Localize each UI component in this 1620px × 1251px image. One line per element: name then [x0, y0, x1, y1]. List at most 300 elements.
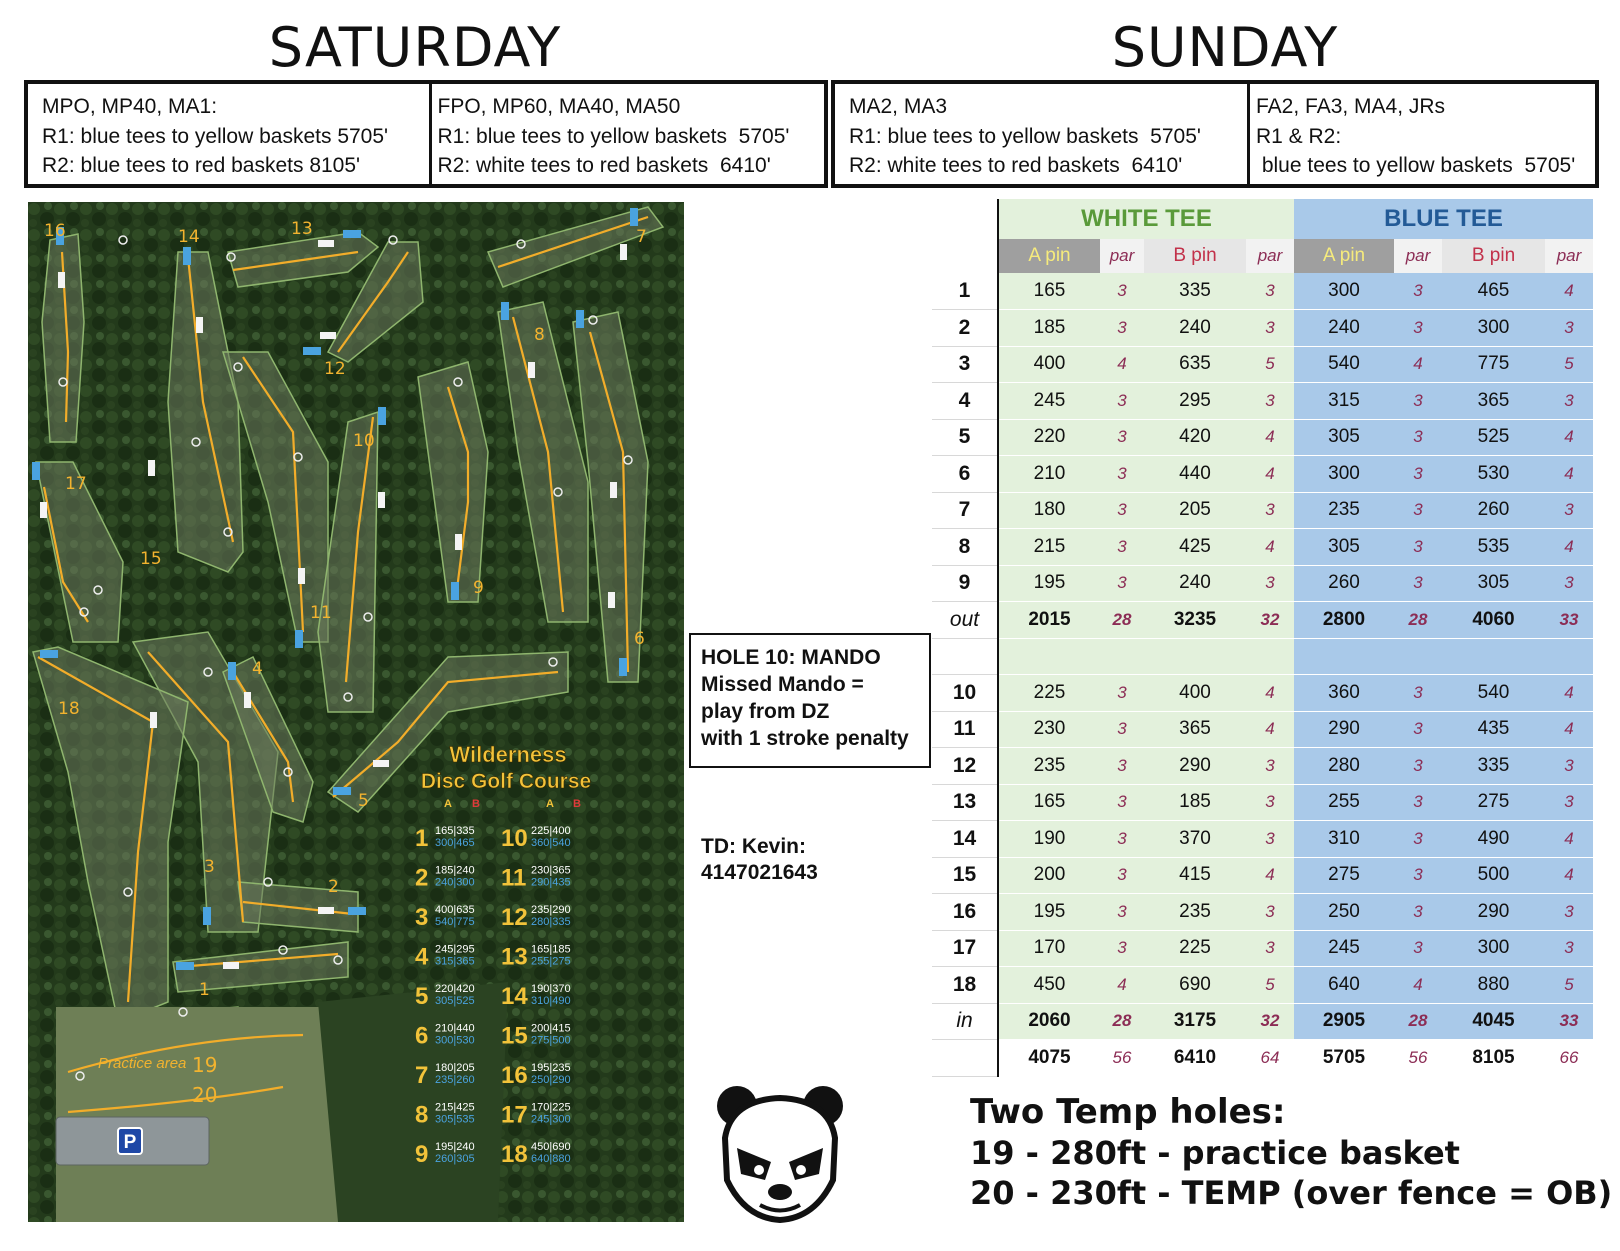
distance-cell: 3235 [1144, 602, 1246, 639]
distance-cell: 225 [1144, 930, 1246, 967]
map-hole-number: 17 [65, 474, 87, 494]
legend-blue-distance: 250|290 [531, 1074, 571, 1086]
legend-blue-distance: 290|435 [531, 876, 571, 889]
legend-hole-number: 5 [415, 983, 429, 1010]
legend-hole-number: 7 [415, 1062, 429, 1089]
legend-hole-number: 12 [501, 904, 528, 931]
pin-column-header: A pin [998, 239, 1100, 273]
par-cell: 3 [1545, 930, 1593, 967]
course-map [28, 202, 684, 1222]
distance-cell: 240 [1294, 310, 1394, 347]
legend-hole-number: 14 [501, 983, 528, 1010]
par-cell: 3 [1100, 383, 1144, 420]
distance-cell: 165 [998, 273, 1100, 310]
mando-line: Missed Mando = [701, 673, 864, 696]
distance-cell: 2800 [1294, 602, 1394, 639]
distance-cell: 540 [1442, 675, 1545, 712]
par-cell: 3 [1545, 383, 1593, 420]
par-cell: 3 [1100, 894, 1144, 931]
mando-notice [689, 633, 931, 768]
par-cell: 4 [1394, 967, 1442, 1004]
legend-hole-number: 10 [501, 825, 528, 852]
par-cell: 3 [1394, 310, 1442, 347]
par-column-header: par [1545, 239, 1593, 273]
legend-hole-number: 3 [415, 904, 429, 931]
mando-line: with 1 stroke penalty [701, 727, 909, 750]
distance-cell: 250 [1294, 894, 1394, 931]
legend-white-distance: 220|420 [435, 983, 475, 995]
distance-cell: 245 [1294, 930, 1394, 967]
legend-blue-distance: 540|775 [435, 916, 475, 928]
legend-blue-distance: 240|300 [435, 876, 475, 889]
hole-number: 4 [932, 383, 998, 420]
spacer-cell [1442, 638, 1545, 675]
legend-blue-distance: 300|465 [435, 837, 475, 849]
distance-cell: 205 [1144, 492, 1246, 529]
distance-cell: 195 [998, 565, 1100, 602]
hole-number: 18 [932, 967, 998, 1004]
par-cell: 3 [1100, 492, 1144, 529]
par-cell: 4 [1545, 419, 1593, 456]
par-cell: 5 [1545, 967, 1593, 1004]
distance-cell: 3175 [1144, 1003, 1246, 1040]
legend-white-distance: 185|240 [435, 864, 475, 877]
map-hole-number: 18 [58, 699, 80, 719]
distance-cell: 300 [1294, 273, 1394, 310]
par-cell: 3 [1394, 784, 1442, 821]
spacer-cell [1144, 638, 1246, 675]
par-cell: 3 [1394, 930, 1442, 967]
map-hole-number: 6 [634, 629, 645, 649]
legend-hole-number: 15 [501, 1022, 528, 1050]
legend-col-a: A [546, 798, 554, 810]
parking-icon: P [123, 1132, 137, 1153]
distance-cell: 165 [998, 784, 1100, 821]
legend-white-distance: 235|290 [531, 904, 571, 916]
legend-white-distance: 165|335 [435, 825, 475, 837]
distance-cell: 235 [1294, 492, 1394, 529]
distance-cell: 210 [998, 456, 1100, 493]
distance-cell: 690 [1144, 967, 1246, 1004]
distance-cell: 255 [1294, 784, 1394, 821]
legend-blue-distance: 300|530 [435, 1034, 475, 1047]
scorecard-corner [932, 239, 998, 273]
legend-white-distance: 210|440 [435, 1022, 475, 1035]
map-hole-number: 4 [252, 659, 263, 679]
par-cell: 3 [1545, 310, 1593, 347]
map-hole-number: 9 [473, 578, 484, 598]
par-cell: 66 [1545, 1040, 1593, 1077]
distance-cell: 260 [1442, 492, 1545, 529]
division-cell: FPO, MP60, MA40, MA50 R1: blue tees to yellow baskets 5705' R2: white tees to red baskets 6410' [429, 84, 825, 184]
distance-cell: 300 [1442, 310, 1545, 347]
map-hole-number: 19 [192, 1053, 218, 1077]
map-hole-number: 1 [199, 980, 210, 1000]
spacer-cell [998, 638, 1100, 675]
distance-cell: 300 [1294, 456, 1394, 493]
par-cell: 3 [1394, 383, 1442, 420]
par-cell: 3 [1100, 675, 1144, 712]
map-hole-number: 15 [140, 549, 162, 569]
distance-cell: 540 [1294, 346, 1394, 383]
distance-cell: 365 [1144, 711, 1246, 748]
legend-white-distance: 195|240 [435, 1141, 475, 1153]
white-tee-header: WHITE TEE [998, 199, 1294, 239]
par-cell: 28 [1100, 602, 1144, 639]
par-cell: 3 [1394, 529, 1442, 566]
panda-logo [715, 1080, 845, 1225]
distance-cell: 280 [1294, 748, 1394, 785]
spacer-cell [1246, 638, 1294, 675]
distance-cell: 525 [1442, 419, 1545, 456]
legend-blue-distance: 305|535 [435, 1113, 475, 1126]
legend-hole-number: 1 [415, 825, 429, 852]
distance-cell: 230 [998, 711, 1100, 748]
distance-cell: 220 [998, 419, 1100, 456]
par-cell: 4 [1545, 273, 1593, 310]
legend-hole-number: 4 [415, 943, 429, 971]
distance-cell: 8105 [1442, 1040, 1545, 1077]
legend-blue-distance: 275|500 [531, 1034, 571, 1047]
par-cell: 4 [1394, 346, 1442, 383]
distance-cell: 415 [1144, 857, 1246, 894]
distance-cell: 420 [1144, 419, 1246, 456]
legend-white-distance: 450|690 [531, 1141, 571, 1153]
distance-cell: 290 [1294, 711, 1394, 748]
par-cell: 4 [1545, 529, 1593, 566]
distance-cell: 195 [998, 894, 1100, 931]
legend-white-distance: 170|225 [531, 1101, 571, 1114]
par-cell: 28 [1394, 602, 1442, 639]
hole-number: 10 [932, 675, 998, 712]
legend-col-b: B [573, 798, 581, 810]
par-cell: 3 [1394, 748, 1442, 785]
pin-column-header: B pin [1144, 239, 1246, 273]
map-hole-number: 5 [358, 791, 369, 811]
temp-holes [970, 1091, 1612, 1213]
distance-cell: 2060 [998, 1003, 1100, 1040]
distance-cell: 295 [1144, 383, 1246, 420]
hole-number: 17 [932, 930, 998, 967]
legend-col-a: A [444, 798, 452, 810]
legend-white-distance: 190|370 [531, 983, 571, 995]
row-label [932, 1040, 998, 1077]
par-cell: 3 [1100, 565, 1144, 602]
par-cell: 3 [1394, 711, 1442, 748]
legend-blue-distance: 640|880 [531, 1153, 571, 1165]
legend-blue-distance: 255|275 [531, 955, 571, 968]
distance-cell: 240 [1144, 310, 1246, 347]
par-cell: 4 [1246, 456, 1294, 493]
par-cell: 3 [1100, 529, 1144, 566]
par-cell: 4 [1246, 419, 1294, 456]
spacer-cell [1100, 638, 1144, 675]
distance-cell: 215 [998, 529, 1100, 566]
legend-hole-number: 2 [415, 864, 429, 892]
distance-cell: 180 [998, 492, 1100, 529]
legend-blue-distance: 305|525 [435, 995, 475, 1007]
course-title: Wilderness [449, 742, 567, 767]
par-cell: 3 [1100, 310, 1144, 347]
map-hole-number: 20 [192, 1083, 218, 1107]
par-cell: 4 [1545, 711, 1593, 748]
distance-cell: 2015 [998, 602, 1100, 639]
par-cell: 3 [1246, 748, 1294, 785]
par-cell: 3 [1100, 711, 1144, 748]
legend-hole-number: 11 [501, 864, 527, 892]
hole-number: 11 [932, 711, 998, 748]
distance-cell: 775 [1442, 346, 1545, 383]
legend-hole-number: 13 [501, 943, 528, 971]
hole-number: 14 [932, 821, 998, 858]
distance-cell: 400 [998, 346, 1100, 383]
row-label: out [932, 602, 998, 639]
distance-cell: 305 [1294, 419, 1394, 456]
legend-hole-number: 16 [501, 1062, 528, 1089]
division-cell: FA2, FA3, MA4, JRs R1 & R2: blue tees to yellow baskets 5705' [1247, 84, 1595, 184]
par-cell: 4 [1246, 711, 1294, 748]
legend-blue-distance: 315|365 [435, 955, 475, 968]
hole-number: 2 [932, 310, 998, 347]
hole-number: 7 [932, 492, 998, 529]
distance-cell: 200 [998, 857, 1100, 894]
par-cell: 3 [1394, 857, 1442, 894]
map-hole-number: 2 [328, 877, 339, 897]
spacer-cell [1545, 638, 1593, 675]
division-cell: MPO, MP40, MA1: R1: blue tees to yellow baskets 5705' R2: blue tees to red baskets 8105' [42, 95, 389, 177]
distance-cell: 4060 [1442, 602, 1545, 639]
legend-blue-distance: 260|305 [435, 1153, 475, 1165]
legend-hole-number: 9 [415, 1141, 429, 1168]
legend-white-distance: 165|185 [531, 943, 571, 956]
par-cell: 3 [1394, 894, 1442, 931]
legend-blue-distance: 235|260 [435, 1074, 475, 1086]
par-cell: 3 [1545, 565, 1593, 602]
par-cell: 3 [1545, 894, 1593, 931]
par-cell: 3 [1545, 784, 1593, 821]
distance-cell: 365 [1442, 383, 1545, 420]
distance-cell: 290 [1442, 894, 1545, 931]
legend-hole-number: 8 [415, 1101, 429, 1129]
course-subtitle: Disc Golf Course [420, 770, 592, 793]
legend-blue-distance: 245|300 [531, 1113, 571, 1126]
hole-number: 16 [932, 894, 998, 931]
par-cell: 3 [1246, 930, 1294, 967]
par-cell: 3 [1100, 273, 1144, 310]
distance-cell: 4045 [1442, 1003, 1545, 1040]
distance-cell: 360 [1294, 675, 1394, 712]
par-cell: 3 [1545, 492, 1593, 529]
scorecard-table [932, 199, 1593, 1077]
distance-cell: 235 [1144, 894, 1246, 931]
par-cell: 3 [1394, 492, 1442, 529]
par-cell: 3 [1394, 456, 1442, 493]
legend-col-b: B [472, 798, 480, 810]
hole-number: 12 [932, 748, 998, 785]
par-cell: 3 [1246, 492, 1294, 529]
par-cell: 32 [1246, 1003, 1294, 1040]
distance-cell: 225 [998, 675, 1100, 712]
spacer-cell [1394, 638, 1442, 675]
distance-cell: 170 [998, 930, 1100, 967]
legend-blue-distance: 310|490 [531, 995, 571, 1007]
distance-cell: 880 [1442, 967, 1545, 1004]
distance-cell: 370 [1144, 821, 1246, 858]
distance-cell: 4075 [998, 1040, 1100, 1077]
par-cell: 3 [1394, 419, 1442, 456]
distance-cell: 260 [1294, 565, 1394, 602]
par-cell: 56 [1100, 1040, 1144, 1077]
distance-cell: 190 [998, 821, 1100, 858]
par-cell: 3 [1246, 821, 1294, 858]
division-cell: MA2, MA3 R1: blue tees to yellow baskets 5705' R2: white tees to red baskets 6410' [849, 95, 1201, 177]
distance-cell: 400 [1144, 675, 1246, 712]
par-cell: 28 [1394, 1003, 1442, 1040]
blue-tee-header: BLUE TEE [1294, 199, 1593, 239]
distance-cell: 310 [1294, 821, 1394, 858]
td-phone: 4147021643 [701, 861, 818, 884]
map-hole-number: 3 [204, 857, 215, 877]
legend-blue-distance: 280|335 [531, 916, 571, 928]
legend-white-distance: 225|400 [531, 825, 571, 837]
hole-number: 1 [932, 273, 998, 310]
legend-hole-number: 18 [501, 1141, 528, 1168]
map-hole-number: 12 [324, 359, 346, 379]
temp-hole-19: 19 - 280ft - practice basket [970, 1134, 1460, 1172]
distance-cell: 300 [1442, 930, 1545, 967]
hole-number: 5 [932, 419, 998, 456]
distance-cell: 290 [1144, 748, 1246, 785]
saturday-divisions-box [24, 80, 828, 188]
distance-cell: 5705 [1294, 1040, 1394, 1077]
distance-cell: 490 [1442, 821, 1545, 858]
distance-cell: 450 [998, 967, 1100, 1004]
distance-cell: 530 [1442, 456, 1545, 493]
distance-cell: 275 [1294, 857, 1394, 894]
legend-hole-number: 17 [501, 1101, 528, 1129]
distance-cell: 440 [1144, 456, 1246, 493]
hole-number: 9 [932, 565, 998, 602]
par-cell: 3 [1394, 821, 1442, 858]
distance-cell: 435 [1442, 711, 1545, 748]
distance-cell: 640 [1294, 967, 1394, 1004]
par-cell: 3 [1545, 748, 1593, 785]
hole-number: 6 [932, 456, 998, 493]
par-cell: 4 [1100, 967, 1144, 1004]
par-cell: 5 [1545, 346, 1593, 383]
sunday-heading: SUNDAY [1111, 16, 1339, 79]
distance-cell: 240 [1144, 565, 1246, 602]
par-cell: 4 [1100, 346, 1144, 383]
spacer-cell [1294, 638, 1394, 675]
par-cell: 3 [1100, 857, 1144, 894]
distance-cell: 305 [1442, 565, 1545, 602]
distance-cell: 465 [1442, 273, 1545, 310]
par-cell: 3 [1246, 894, 1294, 931]
mando-line: play from DZ [701, 700, 830, 723]
temp-hole-20: 20 - 230ft - TEMP (over fence = OB) [970, 1174, 1613, 1212]
hole-number: 15 [932, 857, 998, 894]
distance-cell: 315 [1294, 383, 1394, 420]
practice-area-label: Practice area [98, 1055, 187, 1072]
mando-line: HOLE 10: MANDO [701, 646, 881, 669]
pin-column-header: B pin [1442, 239, 1545, 273]
par-cell: 3 [1100, 930, 1144, 967]
distance-cell: 235 [998, 748, 1100, 785]
par-cell: 4 [1545, 821, 1593, 858]
par-cell: 3 [1246, 383, 1294, 420]
par-cell: 4 [1545, 456, 1593, 493]
distance-cell: 305 [1294, 529, 1394, 566]
par-cell: 3 [1246, 784, 1294, 821]
legend-hole-number: 6 [415, 1022, 429, 1050]
distance-cell: 275 [1442, 784, 1545, 821]
map-hole-number: 13 [291, 219, 313, 239]
map-hole-number: 8 [534, 325, 545, 345]
par-cell: 3 [1100, 784, 1144, 821]
saturday-heading: SATURDAY [268, 16, 562, 79]
legend-white-distance: 245|295 [435, 943, 475, 956]
par-cell: 64 [1246, 1040, 1294, 1077]
par-cell: 3 [1246, 273, 1294, 310]
distance-cell: 335 [1144, 273, 1246, 310]
scorecard-corner [932, 199, 998, 239]
hole-number: 8 [932, 529, 998, 566]
hole-number: 13 [932, 784, 998, 821]
par-cell: 3 [1100, 419, 1144, 456]
distance-cell: 245 [998, 383, 1100, 420]
par-cell: 56 [1394, 1040, 1442, 1077]
pin-column-header: A pin [1294, 239, 1394, 273]
par-column-header: par [1100, 239, 1144, 273]
par-cell: 33 [1545, 602, 1593, 639]
par-column-header: par [1394, 239, 1442, 273]
map-hole-number: 11 [310, 603, 332, 623]
map-hole-number: 10 [353, 431, 375, 451]
par-cell: 4 [1246, 857, 1294, 894]
distance-cell: 425 [1144, 529, 1246, 566]
td-label: TD: Kevin: [701, 835, 806, 858]
par-column-header: par [1246, 239, 1294, 273]
legend-white-distance: 180|205 [435, 1062, 475, 1074]
spacer-cell [932, 638, 998, 675]
par-cell: 3 [1394, 273, 1442, 310]
distance-cell: 535 [1442, 529, 1545, 566]
distance-cell: 185 [998, 310, 1100, 347]
par-cell: 3 [1100, 456, 1144, 493]
par-cell: 5 [1246, 346, 1294, 383]
par-cell: 32 [1246, 602, 1294, 639]
legend-blue-distance: 360|540 [531, 837, 571, 849]
par-cell: 3 [1246, 310, 1294, 347]
par-cell: 4 [1246, 529, 1294, 566]
map-hole-number: 7 [636, 227, 647, 247]
par-cell: 4 [1246, 675, 1294, 712]
distance-cell: 500 [1442, 857, 1545, 894]
map-hole-number: 14 [178, 227, 200, 247]
par-cell: 28 [1100, 1003, 1144, 1040]
par-cell: 3 [1100, 821, 1144, 858]
distance-cell: 335 [1442, 748, 1545, 785]
row-label: in [932, 1003, 998, 1040]
map-hole-number: 16 [44, 221, 66, 241]
sunday-divisions-box [831, 80, 1599, 188]
legend-white-distance: 195|235 [531, 1062, 571, 1074]
par-cell: 5 [1246, 967, 1294, 1004]
par-cell: 3 [1246, 565, 1294, 602]
par-cell: 4 [1545, 857, 1593, 894]
legend-white-distance: 215|425 [435, 1101, 475, 1114]
